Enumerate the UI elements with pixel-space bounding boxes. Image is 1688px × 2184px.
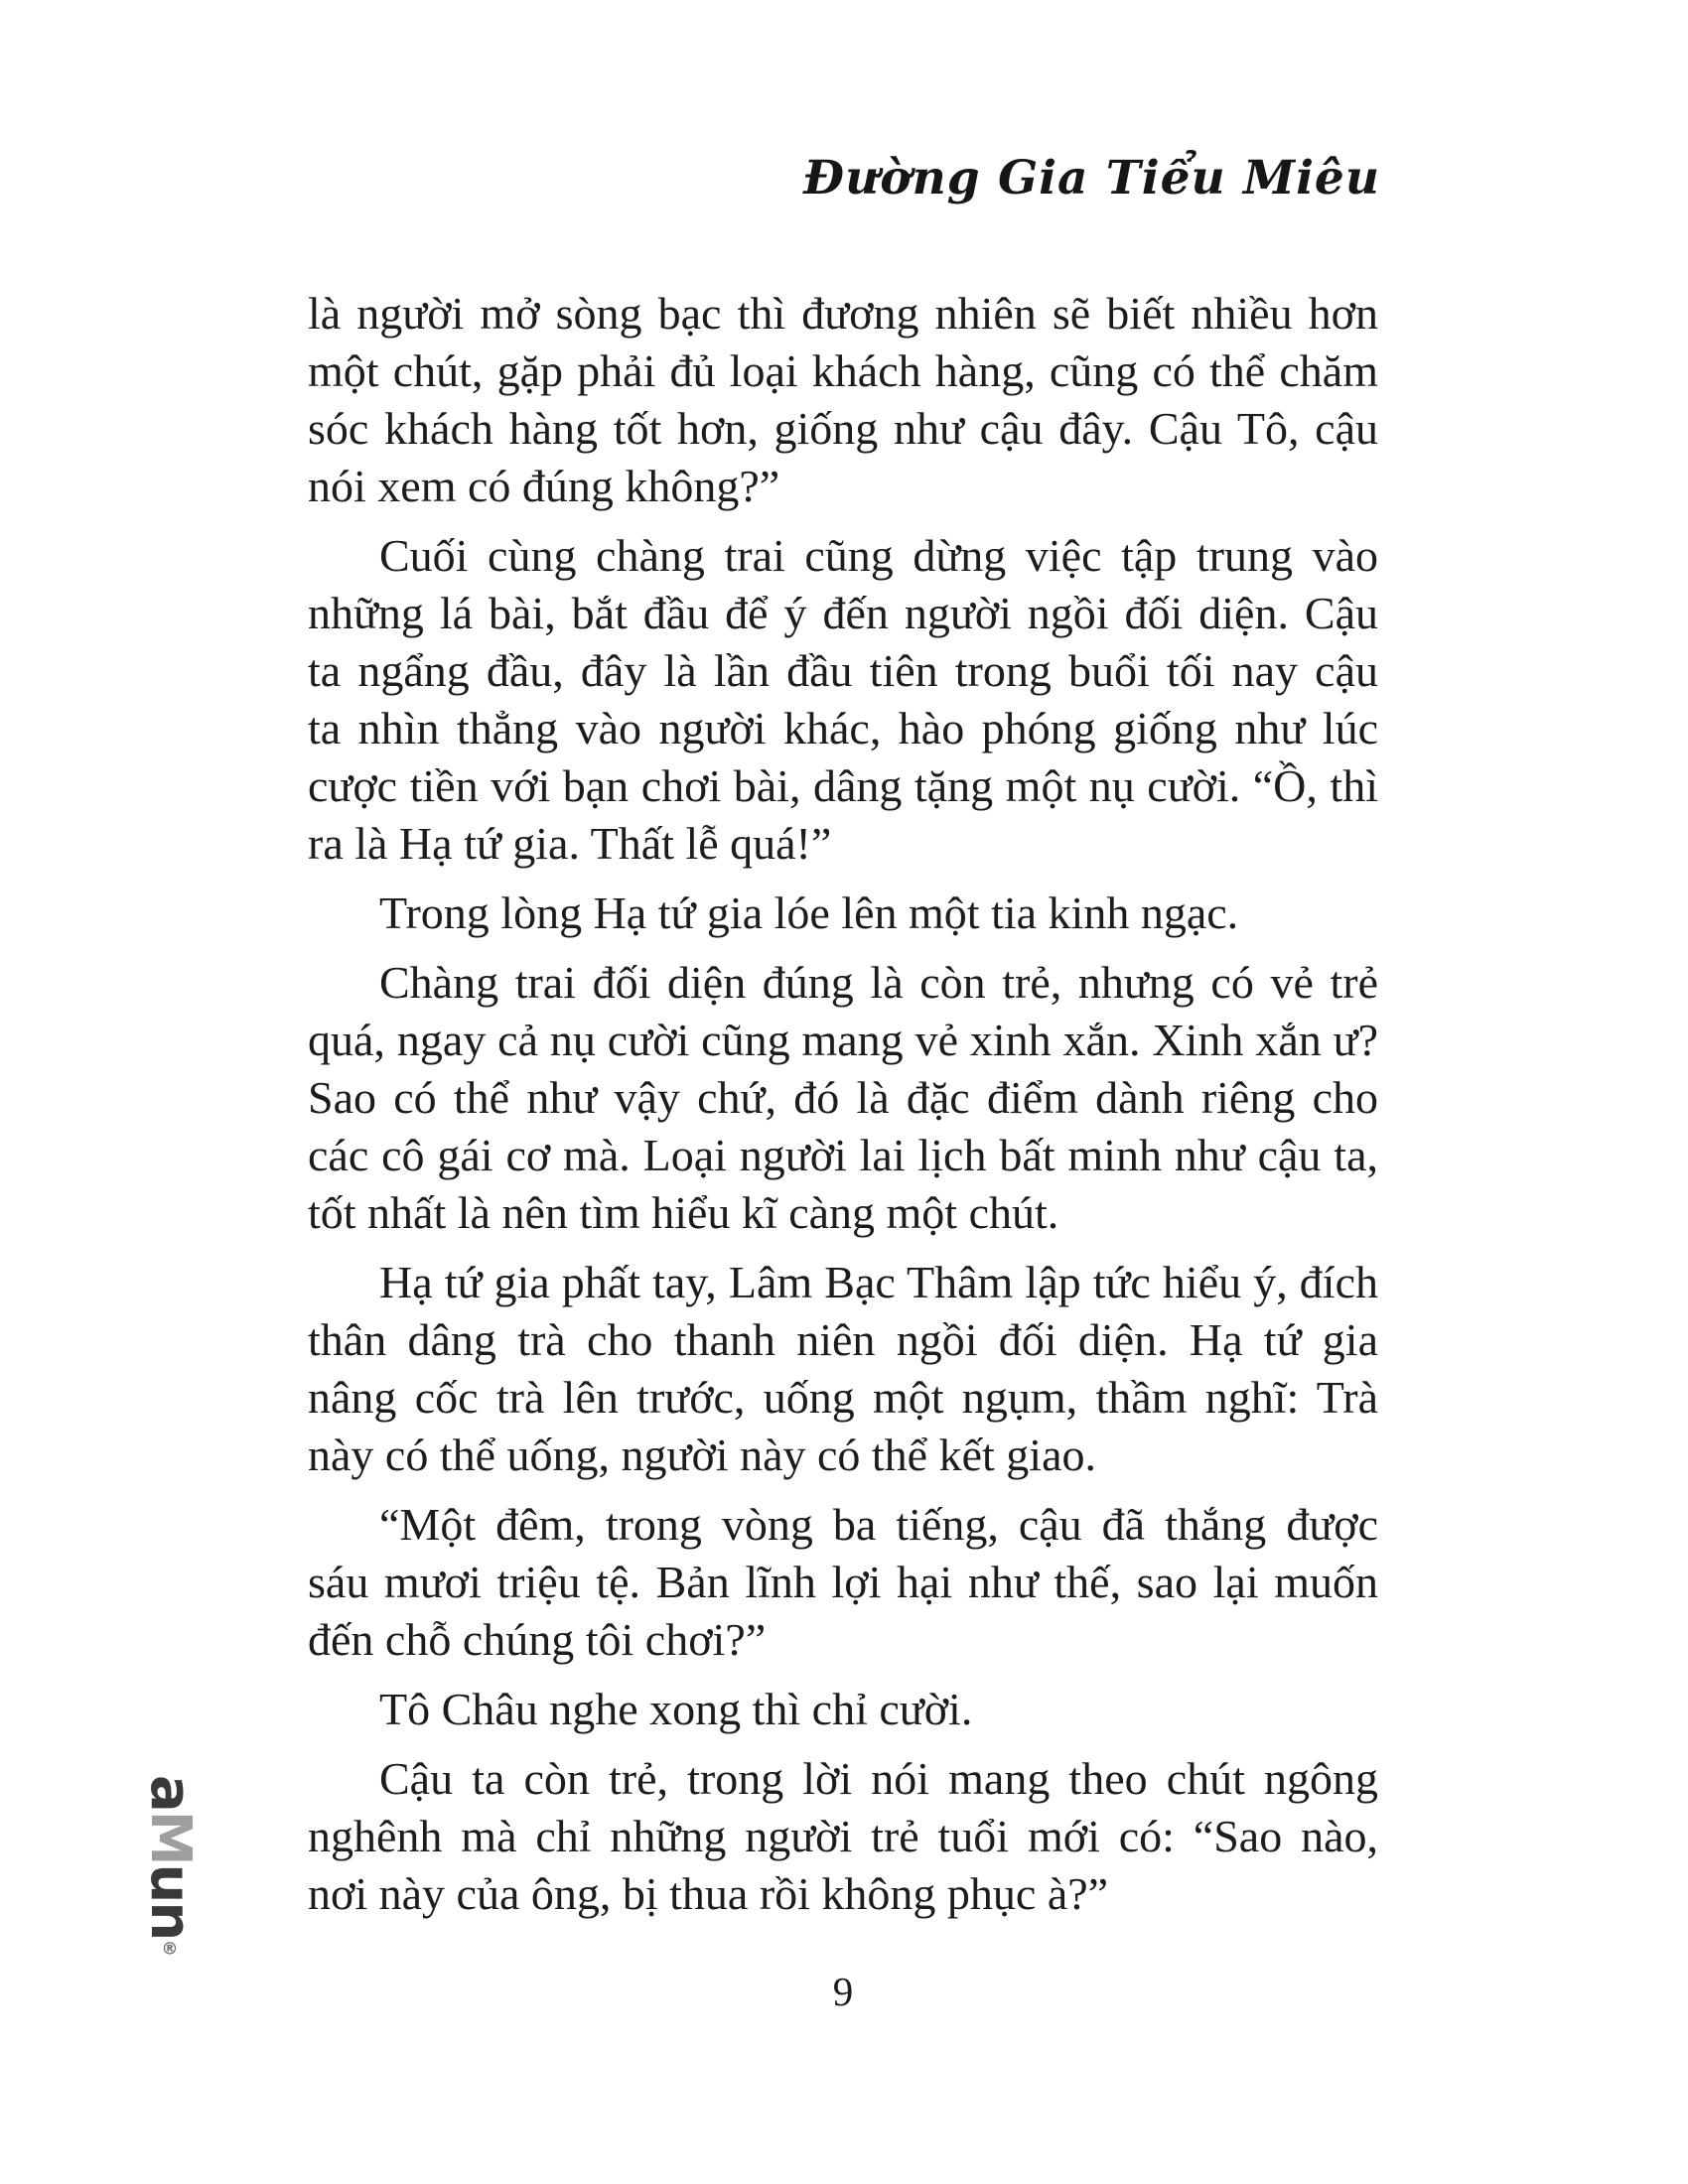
- text-line: những lá bài, bắt đầu để ý đến người ngồi đối diện. Cậu: [308, 588, 1378, 638]
- text-line: này có thể uống, người này có thể kết giao.: [308, 1430, 1096, 1480]
- text-line: Tô Châu nghe xong thì chỉ cười.: [379, 1684, 973, 1734]
- text-line: nghênh mà chỉ những người trẻ tuổi mới có: “Sao nào,: [308, 1811, 1378, 1861]
- text-line: “Một đêm, trong vòng ba tiếng, cậu đã thắng được: [379, 1499, 1378, 1550]
- text-line: tốt nhất là nên tìm hiểu kĩ càng một chút.: [308, 1187, 1059, 1238]
- text-line: một chút, gặp phải đủ loại khách hàng, cũng có thể chăm: [308, 345, 1378, 396]
- text-line: quá, ngay cả nụ cười cũng mang vẻ xinh xắn. Xinh xắn ư?: [308, 1015, 1378, 1065]
- running-header: [308, 151, 1380, 205]
- text-line: ta nhìn thẳng vào người khác, hào phóng giống như lúc: [308, 703, 1378, 753]
- text-line: Cuối cùng chàng trai cũng dừng việc tập trung vào: [379, 530, 1378, 581]
- text-line: thân dâng trà cho thanh niên ngồi đối diện. Hạ tứ gia: [308, 1314, 1378, 1365]
- paragraph: [308, 1496, 1378, 1669]
- text-line: là người mở sòng bạc thì đương nhiên sẽ biết nhiều hơn: [308, 288, 1378, 339]
- paragraph: [308, 885, 1378, 942]
- text-line: đến chỗ chúng tôi chơi?”: [308, 1614, 767, 1665]
- text-line: sóc khách hàng tốt hơn, giống như cậu đây. Cậu Tô, cậu: [308, 403, 1378, 454]
- text-line: Hạ tứ gia phất tay, Lâm Bạc Thâm lập tức hiểu ý, đích: [379, 1257, 1378, 1307]
- text-line: Cậu ta còn trẻ, trong lời nói mang theo chút ngông: [379, 1753, 1378, 1804]
- paragraph: [308, 954, 1378, 1242]
- paragraph: [308, 1254, 1378, 1484]
- text-line: sáu mươi triệu tệ. Bản lĩnh lợi hại như thế, sao lại muốn: [308, 1557, 1378, 1607]
- logo-letters-un: un: [138, 1863, 203, 1940]
- text-line: nơi này của ông, bị thua rồi không phục à?”: [308, 1868, 1109, 1919]
- logo-letter-m: M: [138, 1810, 203, 1864]
- text-line: nâng cốc trà lên trước, uống một ngụm, thầm nghĩ: Trà: [308, 1372, 1378, 1423]
- publisher-logo: [138, 1775, 203, 1993]
- paragraph: [308, 1750, 1378, 1923]
- page-body: [308, 285, 1378, 1923]
- page-number: 9: [832, 1969, 854, 2014]
- text-line: Trong lòng Hạ tứ gia lóe lên một tia kinh ngạc.: [379, 887, 1239, 938]
- text-line: ra là Hạ tứ gia. Thất lễ quá!”: [308, 818, 832, 869]
- text-line: cược tiền với bạn chơi bài, dâng tặng một nụ cười. “Ồ, thì: [308, 760, 1378, 811]
- text-line: Chàng trai đối diện đúng là còn trẻ, nhưng có vẻ trẻ: [379, 957, 1378, 1008]
- text-line: ta ngẩng đầu, đây là lần đầu tiên trong buổi tối nay cậu: [308, 645, 1378, 696]
- page-footer: [308, 1968, 1378, 2015]
- text-line: nói xem có đúng không?”: [308, 461, 780, 511]
- text-line: các cô gái cơ mà. Loại người lai lịch bất minh như cậu ta,: [308, 1130, 1378, 1180]
- paragraph: [308, 527, 1378, 873]
- paragraph: [308, 285, 1378, 515]
- logo-letter-a: a: [138, 1775, 203, 1811]
- text-line: Sao có thể như vậy chứ, đó là đặc điểm dành riêng cho: [308, 1072, 1378, 1123]
- running-header-title: Đường Gia Tiểu Miêu: [802, 151, 1380, 205]
- registered-trademark-icon: ®: [160, 1939, 180, 1960]
- paragraph: [308, 1681, 1378, 1738]
